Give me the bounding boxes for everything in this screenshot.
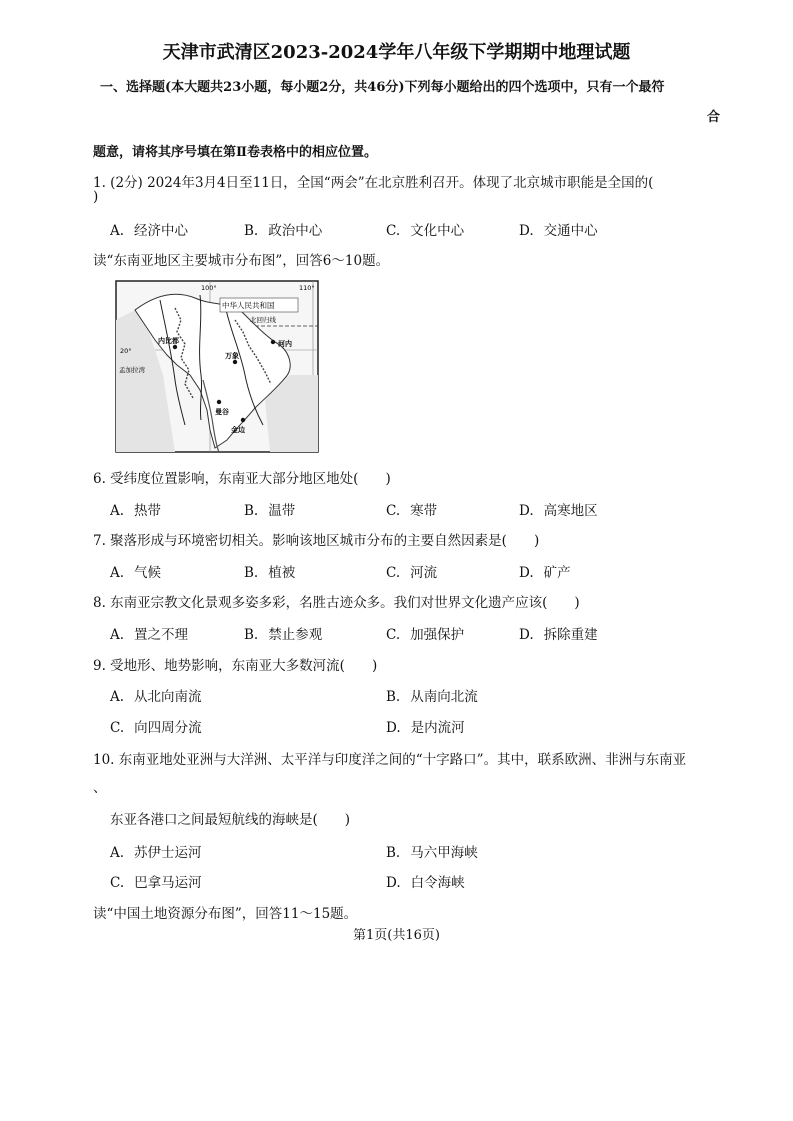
q10-option-d[interactable] [386, 871, 465, 891]
option-text: 加强保护 [410, 627, 465, 643]
q7-option-c[interactable] [386, 561, 437, 581]
q8-option-a[interactable] [110, 623, 188, 643]
option-letter: B. [244, 223, 259, 239]
q9-option-c[interactable] [110, 716, 202, 736]
page-title: 天津市武清区2023-2024学年八年级下学期期中地理试题 [162, 42, 631, 63]
q10-option-b[interactable] [386, 841, 478, 861]
option-text: 气候 [134, 565, 162, 581]
q8-option-c[interactable] [386, 623, 464, 643]
option-text: 植被 [268, 565, 296, 581]
label-hanoi: 河内 [278, 340, 292, 348]
label-tropic: 北回归线 [250, 316, 276, 324]
option-text: 矿产 [543, 565, 571, 581]
option-text: 拆除重建 [543, 627, 598, 643]
option-text: 巴拿马运河 [134, 875, 202, 891]
option-letter: C. [386, 627, 401, 643]
option-text: 从南向北流 [410, 689, 478, 705]
option-letter: A. [110, 223, 125, 239]
option-text: 热带 [134, 503, 162, 519]
page-footer: 第1页(共16页) [353, 928, 440, 943]
label-china: 中华人民共和国 [222, 301, 275, 310]
option-text: 政治中心 [268, 223, 323, 239]
q8-stem: 8. 东南亚宗教文化景观多姿多彩，名胜古迹众多。我们对世界文化遗产应该( ) [93, 595, 580, 611]
southeast-asia-city-map [115, 280, 319, 453]
option-letter: D. [519, 503, 534, 519]
label-bangkok: 曼谷 [215, 408, 229, 416]
q6-option-c[interactable] [386, 499, 437, 519]
q7-option-b[interactable] [244, 561, 295, 581]
q6-option-a[interactable] [110, 499, 161, 519]
q10-stem-cont: 、 [93, 780, 107, 796]
city-dot-vientiane [233, 360, 237, 364]
q7-option-a[interactable] [110, 561, 161, 581]
option-text: 是内流河 [410, 720, 465, 736]
q10-stem: 10. 东南亚地处亚洲与大洋洲、太平洋与印度洋之间的“十字路口”。其中，联系欧洲、非洲与东南亚 [93, 752, 687, 768]
q8-option-d[interactable] [519, 623, 598, 643]
label-lat-20: 20° [120, 347, 132, 355]
q1-option-c[interactable] [386, 219, 464, 239]
option-letter: C. [110, 720, 125, 736]
option-text: 寒带 [410, 503, 438, 519]
option-text: 从北向南流 [134, 689, 202, 705]
option-letter: B. [244, 627, 259, 643]
label-lon-100: 100° [201, 284, 217, 292]
option-letter: C. [386, 503, 401, 519]
q9-option-b[interactable] [386, 685, 478, 705]
q1-option-b[interactable] [244, 219, 322, 239]
option-letter: A. [110, 689, 125, 705]
option-text: 高寒地区 [543, 503, 598, 519]
q9-option-d[interactable] [386, 716, 465, 736]
city-dot-naypyidaw [173, 345, 177, 349]
q10-option-c[interactable] [110, 871, 202, 891]
q8-option-b[interactable] [244, 623, 322, 643]
option-text: 禁止参观 [268, 627, 323, 643]
q7-option-d[interactable] [519, 561, 571, 581]
option-text: 交通中心 [543, 223, 598, 239]
option-text: 马六甲海峡 [410, 845, 478, 861]
section-instructions-line3: 题意，请将其序号填在第Ⅱ卷表格中的相应位置。 [93, 145, 377, 160]
option-letter: B. [244, 565, 259, 581]
label-naypyidaw: 内比都 [158, 337, 179, 345]
city-dot-hanoi [271, 340, 275, 344]
option-text: 白令海峡 [410, 875, 465, 891]
option-text: 苏伊士运河 [134, 845, 202, 861]
q9-stem: 9. 受地形、地势影响，东南亚大多数河流( ) [93, 658, 378, 674]
option-letter: A. [110, 845, 125, 861]
q1-option-a[interactable] [110, 219, 188, 239]
option-letter: D. [519, 565, 534, 581]
label-bay-of-bengal: 孟加拉湾 [119, 366, 145, 374]
read-map-instruction: 读“东南亚地区主要城市分布图”，回答6～10题。 [93, 253, 390, 269]
option-letter: B. [386, 845, 401, 861]
option-text: 文化中心 [410, 223, 465, 239]
option-letter: C. [110, 875, 125, 891]
option-text: 温带 [268, 503, 296, 519]
read-next-instruction: 读“中国土地资源分布图”，回答11～15题。 [93, 906, 358, 922]
option-text: 向四周分流 [134, 720, 202, 736]
option-letter: C. [386, 565, 401, 581]
section-instructions-line1: 一、选择题(本大题共23小题，每小题2分，共46分)下列每小题给出的四个选项中，只有一个最符 [100, 80, 665, 95]
q1-stem-cont: ) [93, 189, 99, 205]
option-text: 经济中心 [134, 223, 189, 239]
option-text: 置之不理 [134, 627, 189, 643]
q10-option-a[interactable] [110, 841, 202, 861]
q9-option-a[interactable] [110, 685, 202, 705]
option-letter: C. [386, 223, 401, 239]
option-text: 河流 [410, 565, 438, 581]
label-phnompenh: 金边 [231, 426, 245, 434]
option-letter: A. [110, 503, 125, 519]
city-dot-phnompenh [241, 418, 245, 422]
label-vientiane: 万象 [225, 352, 239, 360]
option-letter: D. [386, 875, 401, 891]
q1-option-d[interactable] [519, 219, 598, 239]
section-instructions-line2: 合 [706, 110, 720, 125]
option-letter: D. [386, 720, 401, 736]
q6-stem: 6. 受纬度位置影响，东南亚大部分地区地处( ) [93, 471, 391, 487]
q6-option-d[interactable] [519, 499, 598, 519]
option-letter: B. [386, 689, 401, 705]
option-letter: A. [110, 627, 125, 643]
label-lon-110: 110° [299, 284, 315, 292]
city-dot-bangkok [217, 400, 221, 404]
q10-stem-cont2: 东亚各港口之间最短航线的海峡是( ) [110, 812, 351, 828]
q6-option-b[interactable] [244, 499, 295, 519]
option-letter: A. [110, 565, 125, 581]
q1-stem: 1. (2分) 2024年3月4日至11日，全国“两会”在北京胜利召开。体现了北京城市职能是全国的( [93, 175, 654, 191]
option-letter: B. [244, 503, 259, 519]
option-letter: D. [519, 627, 534, 643]
q7-stem: 7. 聚落形成与环境密切相关。影响该地区城市分布的主要自然因素是( ) [93, 533, 540, 549]
option-letter: D. [519, 223, 534, 239]
